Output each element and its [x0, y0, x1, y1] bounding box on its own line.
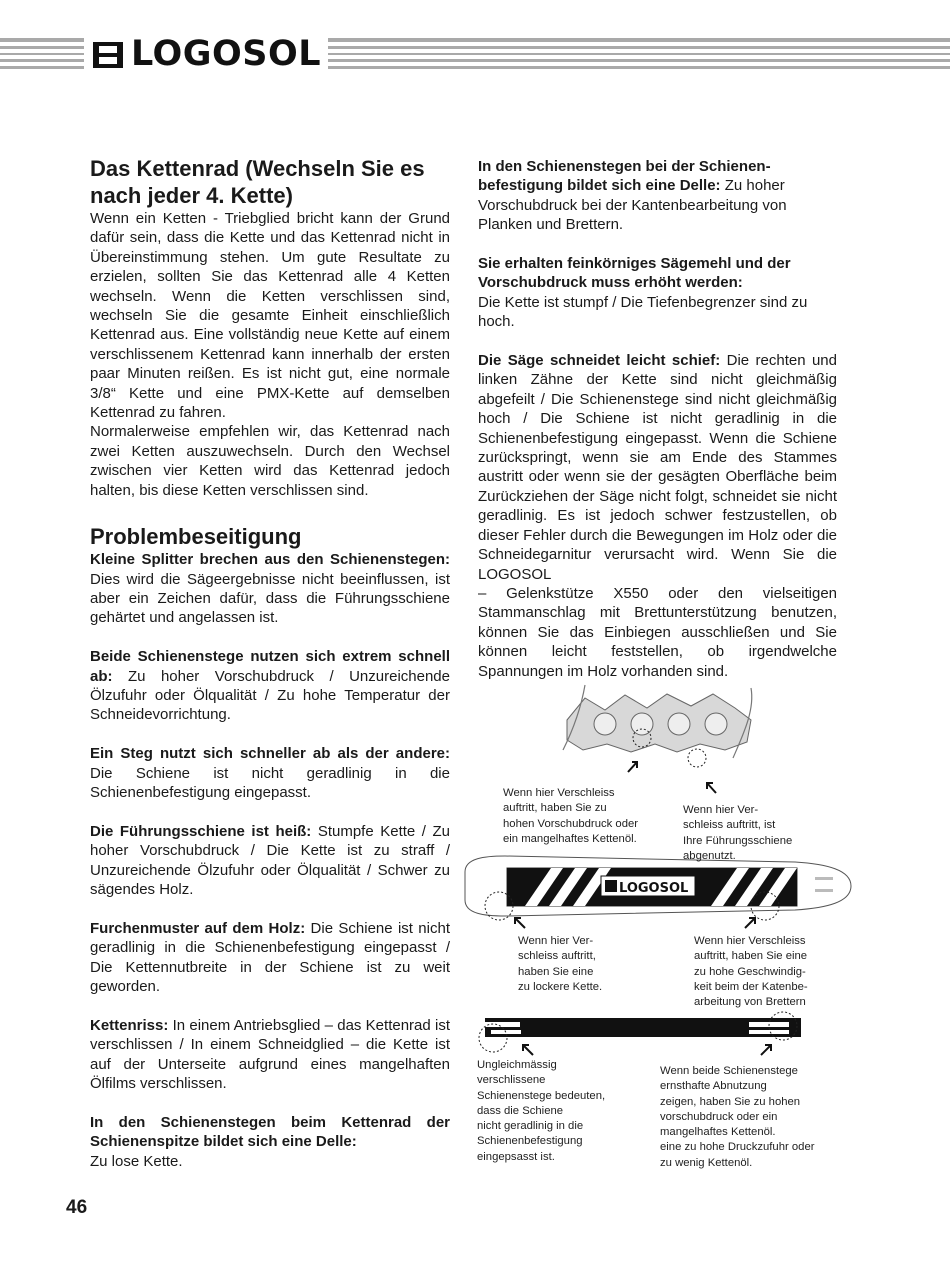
arrow-icon [523, 1045, 533, 1055]
rail-detail-drawing [475, 1010, 815, 1060]
problem-label: In den Schienenstegen beim Kettenrad der Schienenspitze bildet sich eine Delle: [90, 1113, 450, 1151]
chain-drawing [567, 694, 751, 752]
caption-chain-left: Wenn hier Verschleiss auftritt, haben Sie zu hohen Vorschubdruck oder ein mangelhaftes Kettenöl. [503, 787, 639, 845]
caption-bar-left: Wenn hier Ver- schleiss auftritt, haben Sie eine zu lockere Kette. [518, 935, 603, 993]
problem-label: Kettenriss: [90, 1016, 169, 1034]
caption-bar-right: Wenn hier Verschleiss auftritt, haben Sie eine zu hohe Geschwindig- keit beim der Katenbe- arbeitung von Brettern [694, 935, 808, 1009]
section-heading-problembeseitigung: Problembeseitigung [90, 524, 302, 550]
problem-label: Die Führungsschiene ist heiß: [90, 822, 312, 840]
bar-brand-text: LOGOSOL [619, 881, 689, 896]
arrow-icon [707, 783, 716, 793]
problem-item [90, 647, 450, 725]
problem-text: Zu lose Kette. [90, 1152, 183, 1170]
problem-item [478, 157, 837, 235]
problem-label: Beide Schienenstege nutzen sich extrem schnell ab: [90, 648, 450, 685]
paragraph: – Gelenkstütze X550 oder den vielseitigen Stammanschlag mit Brettunterstützung benutzen, können Sie das Einbiegen ausschließen und Sie können leicht feststellen, ob irgendwelche Spannungen im Holz vorhanden sind. [478, 584, 837, 680]
problem-label: Sie erhalten feinkörniges Sägemehl und der Vorschubdruck muss erhöht werden: [478, 255, 791, 292]
problem-text: Die rechten und linken Zähne der Kette sind nicht gleichmäßig abgefeilt / Die Schienenstege sind nicht gleichmäßig hoch / Die Schiene ist nicht geradlinig in die Schienenbefestigung eingepasst. Wenn die Schiene zurückspringt, wenn sie am Ende des Stammes austritt oder wenn sie der gesägten Oberfläche beim Zurückziehen der Säge nicht folgt, schneidet sie nicht geradlinig. Es ist jedoch schwer festzustellen, ob dieser Fehler durch die Bewegungen im Holz oder die Schneidegarnitur verursacht wird. Wenn Sie die LOGOSOL [478, 352, 837, 583]
problem-label: Ein Steg nutzt sich schneller ab als der andere: [90, 745, 450, 763]
problem-text: In einem Antriebsglied – das Kettenrad ist verschlissen / In einem Schneidglied – die Kette ist auf der Unterseite aufgrund eines mangelhaften Ölfilms verschlissen. [90, 1016, 450, 1092]
problem-text: Die Schiene ist nicht geradlinig in die Schienenbefestigung eingepasst / Die Kettennutbreite in der Schiene ist zu weit geworden. [90, 919, 450, 995]
problem-label: In den Schienenstegen bei der Schienen-befestigung bildet sich eine Delle: [478, 158, 771, 195]
right-column [478, 157, 837, 681]
paragraph: Normalerweise empfehlen wir, das Kettenrad nach zwei Ketten auszuwechseln. Durch den Wechsel zwischen vier Ketten wird das Kettenrad jedoch halten, bis diese Ketten verschlissen sind. [90, 423, 450, 499]
problem-item [90, 1113, 450, 1171]
caption-rail-left: Ungleichmässig verschlissene Schienenstege bedeuten, dass die Schiene nicht geradlinig in die Schienenbefestigung eingepsasst ist. [477, 1059, 606, 1163]
problem-text: Die Kette ist stumpf / Die Tiefenbegrenzer sind zu hoch. [478, 293, 808, 331]
problem-text: Zu hoher Vorschubdruck bei der Kantenbearbeitung von Planken und Brettern. [478, 177, 787, 234]
problem-item [90, 822, 450, 900]
left-column [90, 155, 450, 1171]
page-number: 46 [66, 1197, 88, 1218]
arrow-icon [745, 918, 755, 928]
problem-item [478, 254, 837, 332]
arrow-icon [515, 918, 525, 928]
paragraph: Wenn ein Ketten - Triebglied bricht kann der Grund dafür sein, dass die Kette und das Kettenrad nicht in Übereinstimmung stehen. Um gute Resultate zu erzielen, sollten Sie das Kettenrad alle 4 Ketten wechseln. Wenn die Ketten verschlissen sind, wechseln Sie die gesamte Einheit einschließlich Kettenrad aus. Eine vollständig neue Kette auf einem verschlissenem Kettenrad kann innerhalb der ersten paar Minuten reißen. Es ist nicht gut, eine normale 3/8“ Kette und eine PMX-Kette auf demselben Kettenrad zu fahren. [90, 210, 450, 422]
problem-label: Furchenmuster auf dem Holz: [90, 919, 306, 937]
problem-label: Kleine Splitter brechen aus den Schienenstegen: [90, 551, 450, 569]
section-heading-kettenrad: Das Kettenrad (Wechseln Sie es nach jeder 4. Kette) [90, 156, 425, 208]
problem-item [478, 351, 837, 584]
brand-logo-text: LOGOSOL [131, 34, 322, 74]
logosol-logo-icon [93, 42, 123, 68]
problem-text: Die Schiene ist nicht geradlinig in die Schienenbefestigung eingepasst. [90, 764, 450, 801]
arrow-icon [761, 1045, 771, 1055]
problem-text: Stumpfe Kette / Zu hoher Vorschubdruck / Die Kette ist zu straff / Unzureichende Ölzufuhr oder Ölqualität / Schwer zu sägendes Holz. [90, 822, 450, 898]
problem-item [90, 1016, 450, 1094]
problem-item [90, 550, 450, 628]
caption-rail-right: Wenn beide Schienenstege ernsthafte Abnutzung zeigen, haben Sie zu hohen vorschubdruck oder ein mangelhaftes Kettenöl. eine zu hohe Druckzufuhr oder zu wenig Kettenöl. [660, 1065, 815, 1169]
caption-chain-right: Wenn hier Ver- schleiss auftritt, ist Ihre Führungsschiene abgenutzt. [683, 804, 793, 862]
problem-text: Zu hoher Vorschubdruck / Unzureichende Ölzufuhr oder Ölqualität / Zu hohe Temperatur der Schneidevorrichtung. [90, 667, 450, 724]
problem-item [90, 744, 450, 802]
arrow-icon [628, 762, 637, 772]
problem-label: Die Säge schneidet leicht schief: [478, 352, 721, 370]
problem-text: Dies wird die Sägeergebnisse nicht beeinflussen, ist aber ein Zeichen dafür, dass die Führungsschiene gehärtet und angelassen ist. [90, 570, 450, 627]
guide-bar-drawing [465, 856, 851, 920]
problem-item [90, 919, 450, 997]
